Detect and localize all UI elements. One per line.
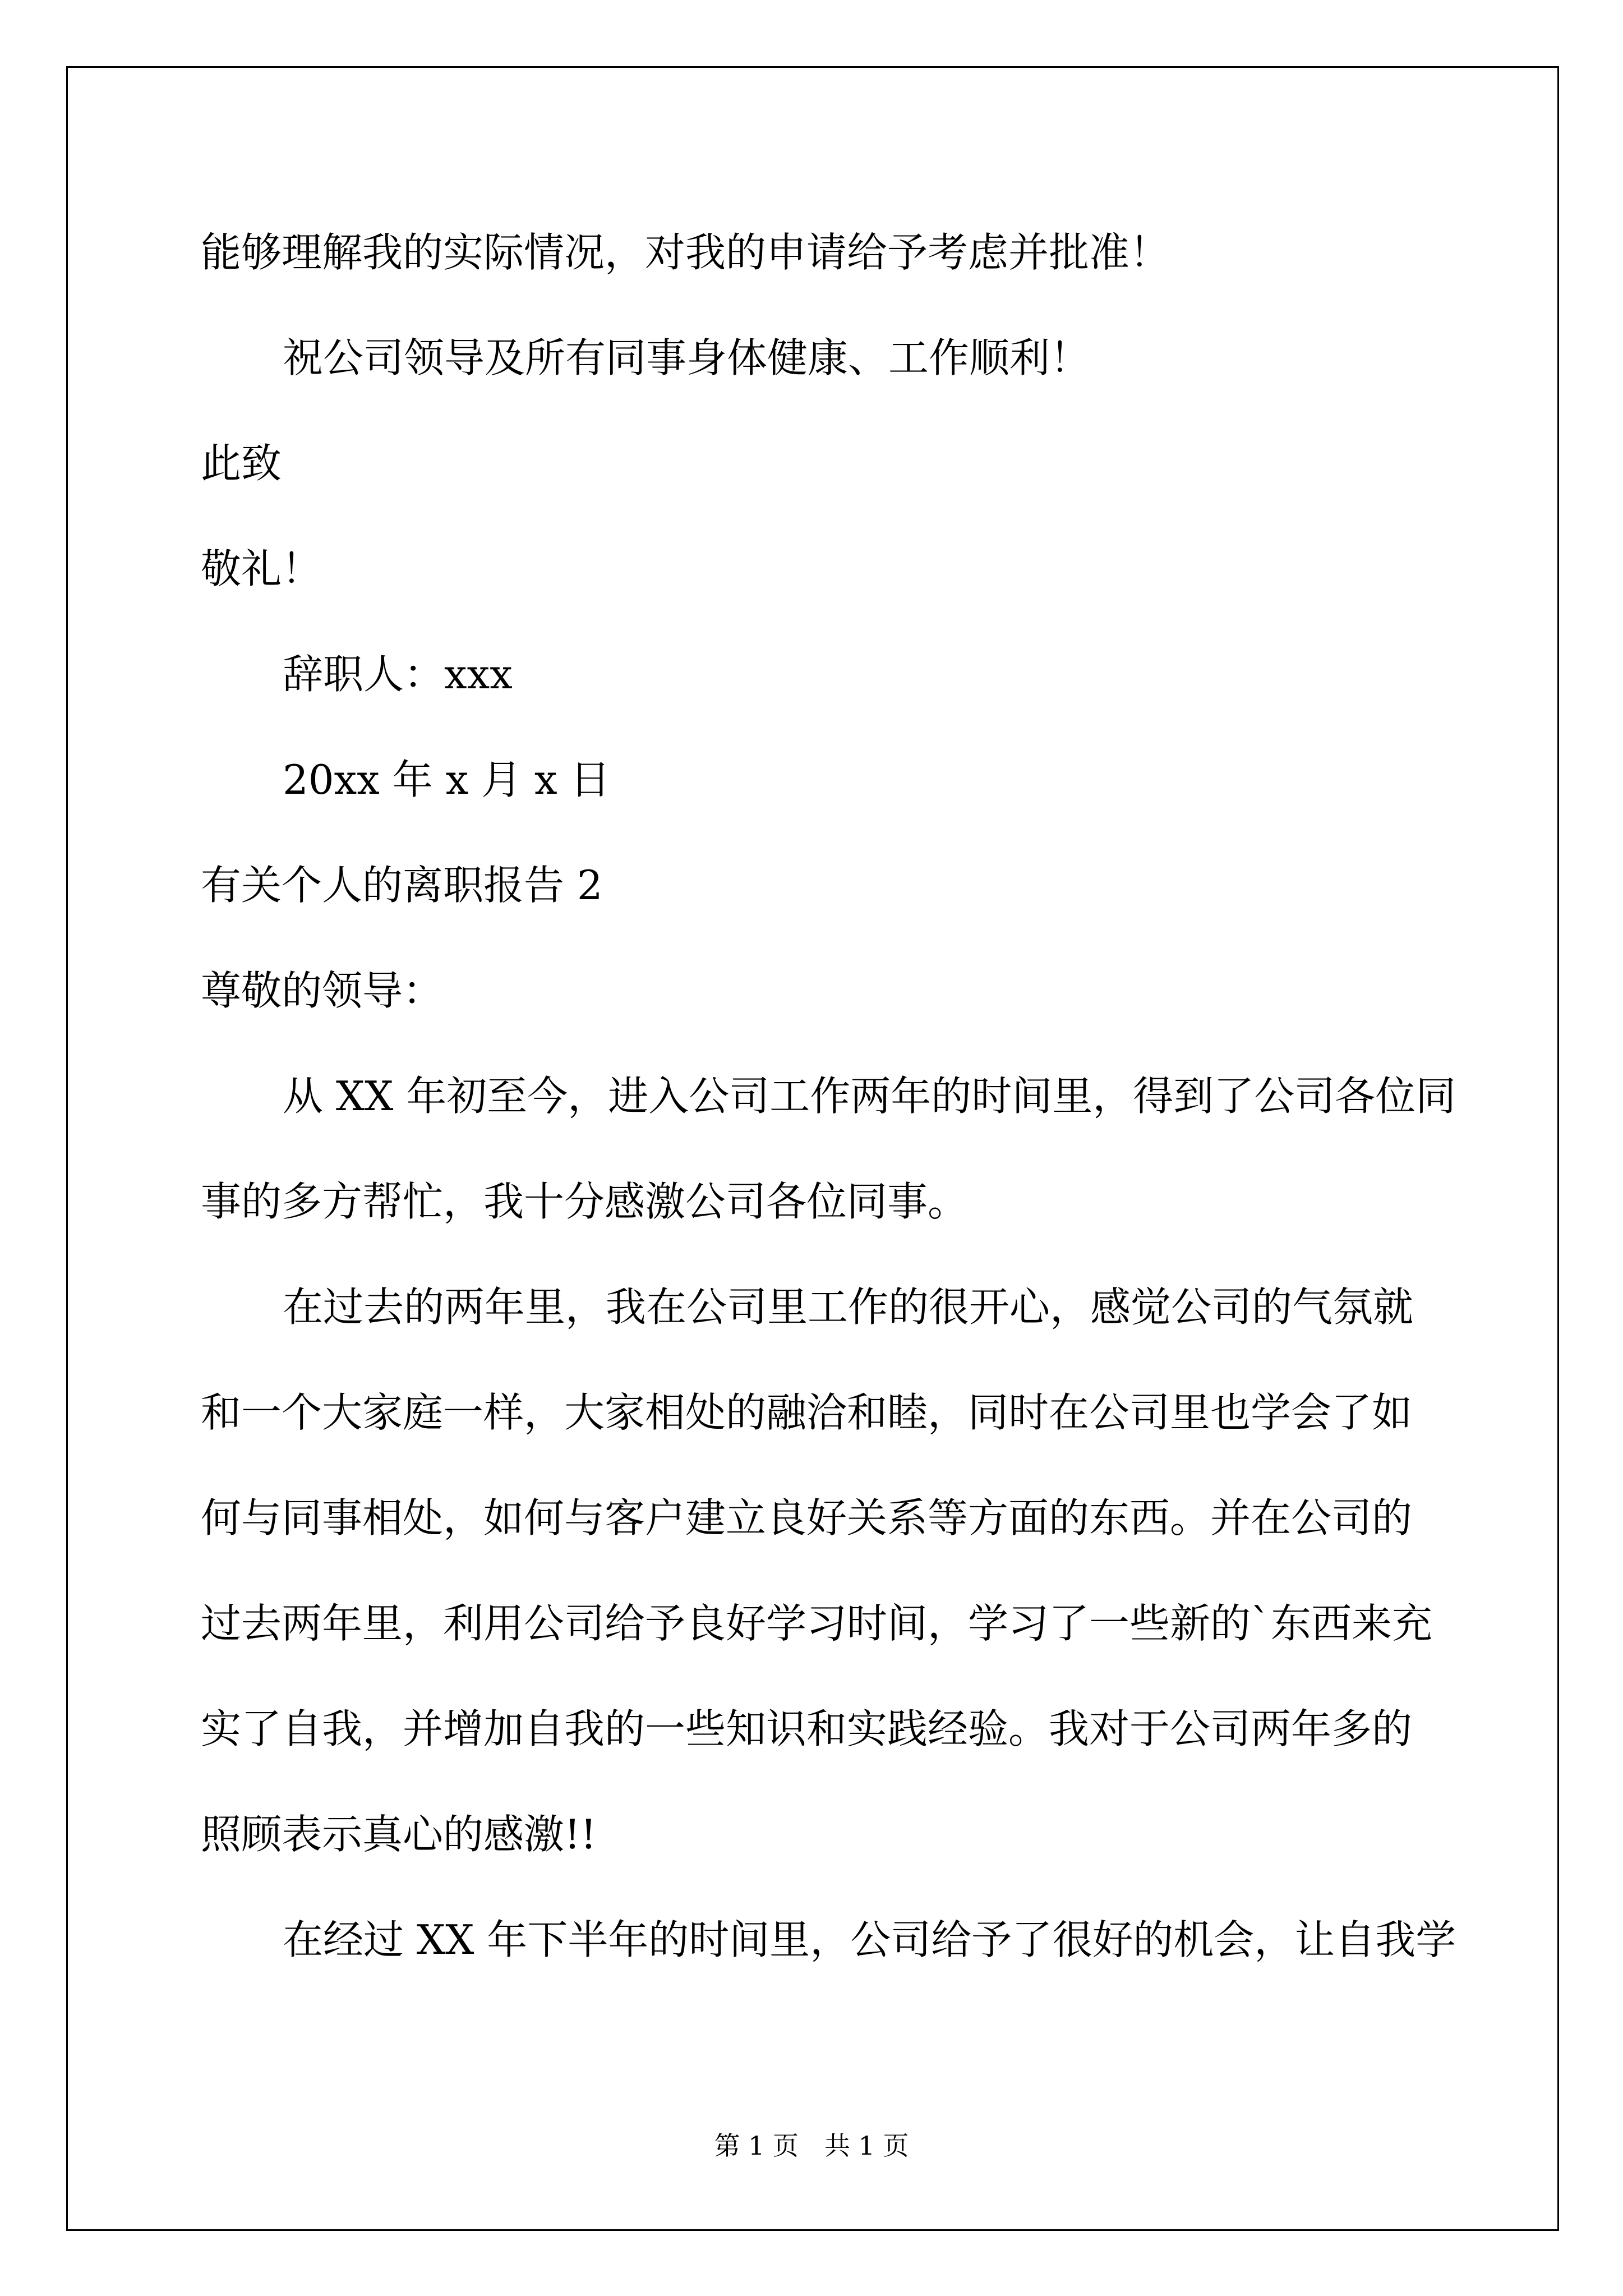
text-line: 在过去的两年里，我在公司里工作的很开心，感觉公司的气氛就	[283, 1283, 1414, 1331]
text-line: 实了自我，并增加自我的一些知识和实践经验。我对于公司两年多的	[201, 1705, 1413, 1752]
text-line: 敬礼！	[201, 545, 322, 592]
text-line: 祝公司领导及所有同事身体健康、工作顺利！	[283, 334, 1091, 381]
text-line: 此致	[201, 440, 282, 487]
section-title: 有关个人的离职报告 2	[201, 862, 603, 909]
salutation: 尊敬的领导：	[201, 967, 444, 1014]
signer-line: 辞职人：xxx	[283, 651, 513, 698]
text-line: 能够理解我的实际情况，对我的申请给予考虑并批准！	[201, 229, 1170, 276]
page-number: 第 1 页 共 1 页	[714, 2131, 909, 2161]
page-border	[66, 66, 1559, 2231]
text-line: 过去两年里，利用公司给予良好学习时间，学习了一些新的`东西来充	[201, 1600, 1433, 1647]
date-line: 20xx 年 x 月 x 日	[283, 756, 611, 803]
text-line: 照顾表示真心的感激!!	[201, 1811, 597, 1858]
text-line: 和一个大家庭一样，大家相处的融洽和睦，同时在公司里也学会了如	[201, 1389, 1413, 1436]
text-line: 何与同事相处，如何与客户建立良好关系等方面的东西。并在公司的	[201, 1494, 1413, 1542]
text-line: 在经过 XX 年下半年的时间里，公司给予了很好的机会，让自我学	[283, 1916, 1456, 1963]
text-line: 从 XX 年初至今，进入公司工作两年的时间里，得到了公司各位同	[283, 1073, 1456, 1120]
text-line: 事的多方帮忙，我十分感激公司各位同事。	[201, 1178, 969, 1225]
